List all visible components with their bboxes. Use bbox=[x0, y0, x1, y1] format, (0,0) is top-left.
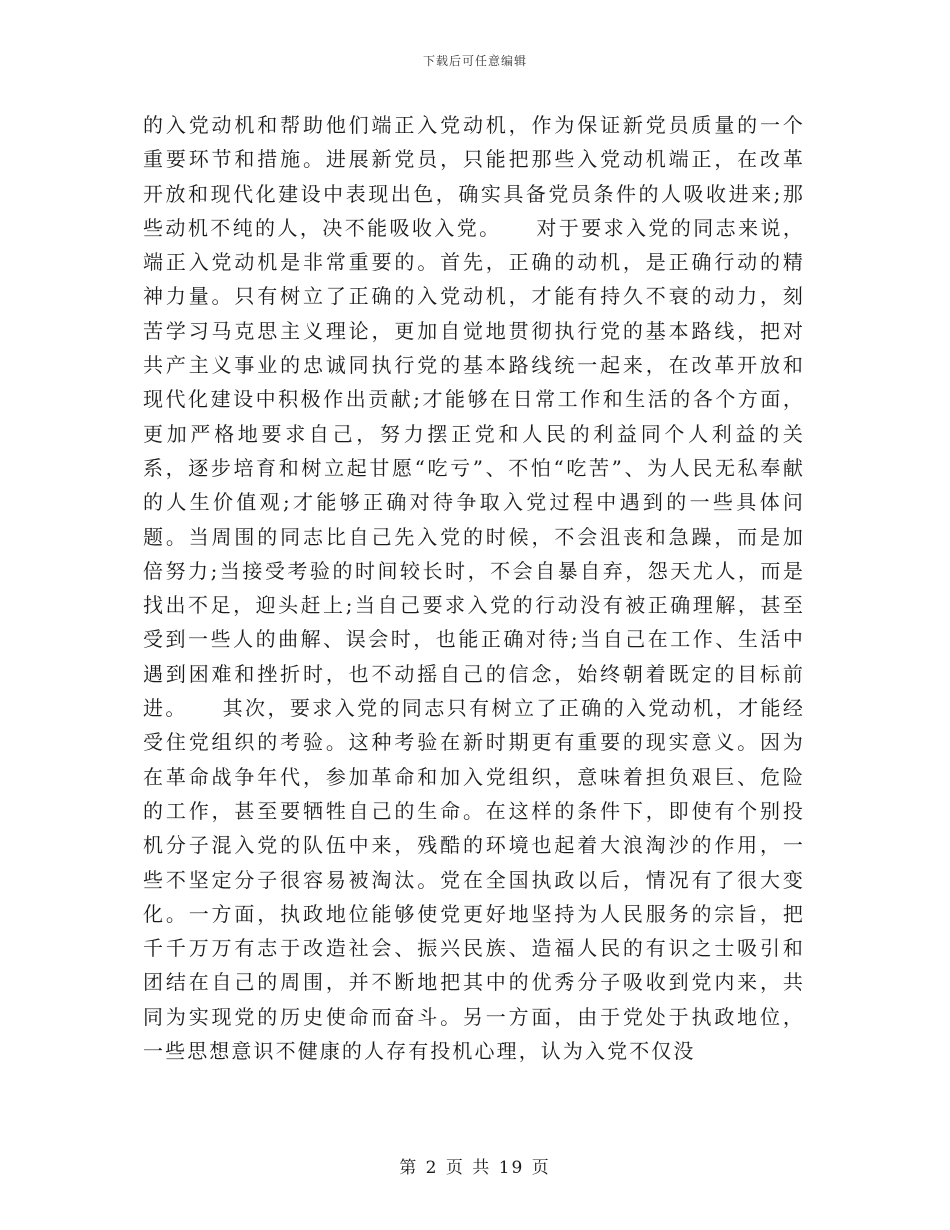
body-paragraph: 的入党动机和帮助他们端正入党动机，作为保证新党员质量的一个重要环节和措施。进展新党员，只能把那些入党动机端正，在改革开放和现代化建设中表现出色，确实具备党员条件的人吸收进来;那些动机不纯的人，决不能吸收入党。 对于要求入党的同志来说，端正入党动机是非常重要的。首先，正确的动机，是正确行动的精神力量。只有树立了正确的入党动机，才能有持久不衰的动力，刻苦学习马克思主义理论，更加自觉地贯彻执行党的基本路线，把对共产主义事业的忠诚同执行党的基本路线统一起来，在改革开放和现代化建设中积极作出贡献;才能够在日常工作和生活的各个方面，更加严格地要求自己，努力摆正党和人民的利益同个人利益的关系，逐步培育和树立起甘愿“吃亏”、不怕“吃苦”、为人民无私奉献的人生价值观;才能够正确对待争取入党过程中遇到的一些具体问题。当周围的同志比自己先入党的时候，不会沮丧和急躁，而是加倍努力;当接受考验的时间较长时，不会自暴自弃，怨天尤人，而是找出不足，迎头赶上;当自己要求入党的行动没有被正确理解，甚至受到一些人的曲解、误会时，也能正确对待;当自己在工作、生活中遇到困难和挫折时，也不动摇自己的信念，始终朝着既定的目标前进。 其次，要求入党的同志只有树立了正确的入党动机，才能经受住党组织的考验。这种考验在新时期更有重要的现实意义。因为在革命战争年代，参加革命和加入党组织，意味着担负艰巨、危险的工作，甚至要牺牲自己的生命。在这样的条件下，即使有个别投机分子混入党的队伍中来，残酷的环境也起着大浪淘沙的作用，一些不坚定分子很容易被淘汰。党在全国执政以后，情况有了很大变化。一方面，执政地位能够使党更好地坚持为人民服务的宗旨，把千千万万有志于改造社会、振兴民族、造福人民的有识之士吸引和团结在自己的周围，并不断地把其中的优秀分子吸收到党内来，共同为实现党的历史使命而奋斗。另一方面，由于党处于执政地位，一些思想意识不健康的人存有投机心理，认为入党不仅没 bbox=[143, 113, 805, 1064]
page-number: 第 2 页 共 19 页 bbox=[399, 1158, 551, 1178]
page-header: 下载后可任意编辑 bbox=[422, 54, 527, 68]
